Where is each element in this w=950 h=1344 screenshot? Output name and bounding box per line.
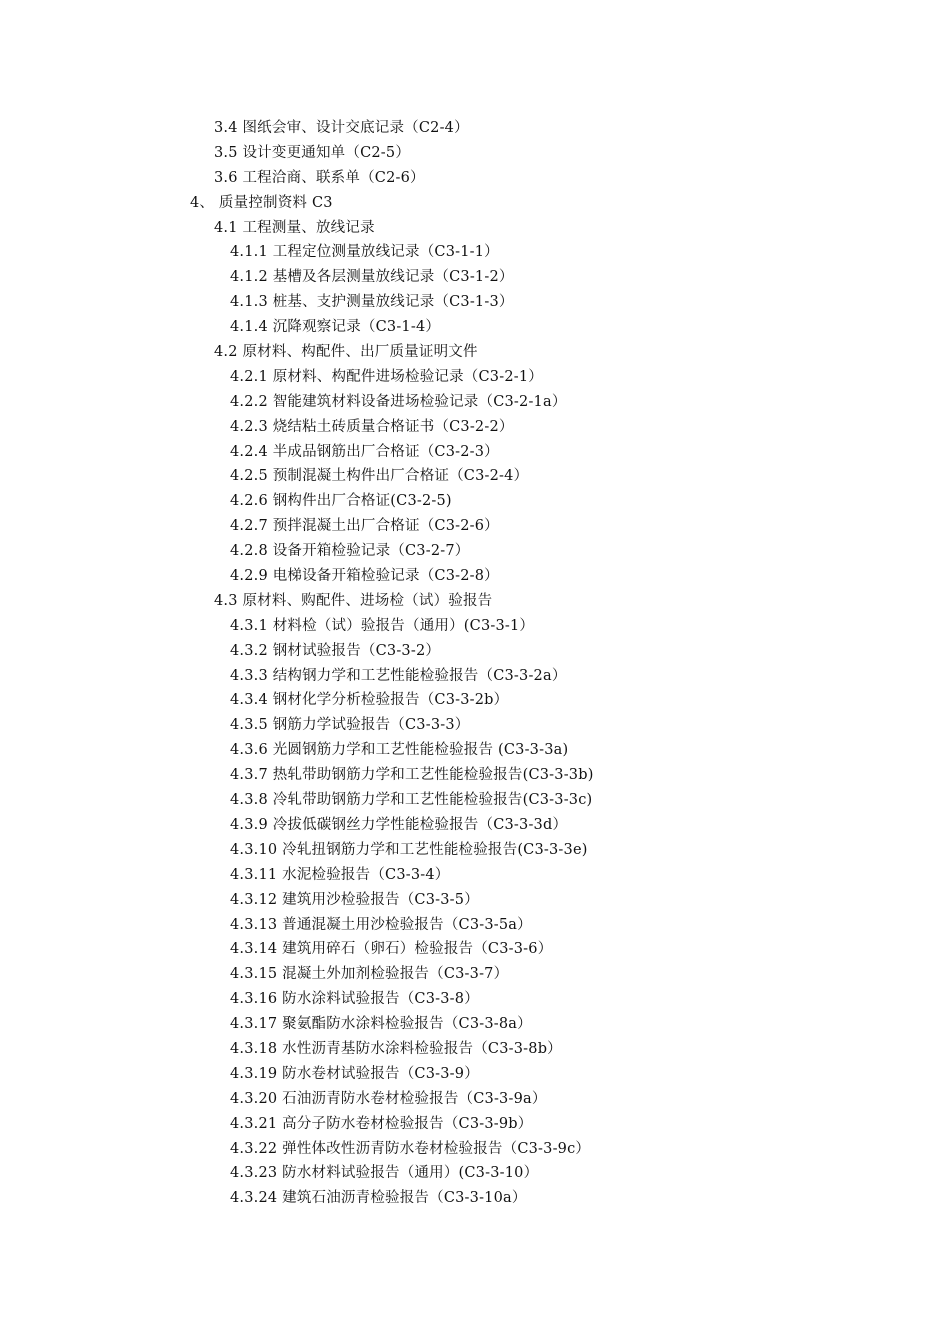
toc-line-level-3: 4.3.13 普通混凝土用沙检验报告（C3-3-5a） [230,916,532,933]
toc-line-level-3: 4.2.7 预拌混凝土出厂合格证（C3-2-6） [230,518,499,535]
toc-line-level-2: 4.3 原材料、购配件、进场检（试）验报告 [214,592,493,609]
toc-line-level-3: 4.3.19 防水卷材试验报告（C3-3-9） [230,1065,479,1082]
toc-line-level-3: 4.3.7 热轧带助钢筋力学和工艺性能检验报告(C3-3-3b) [230,767,594,784]
toc-line-level-3: 4.3.11 水泥检验报告（C3-3-4） [230,866,450,883]
toc-line-level-3: 4.3.8 冷轧带助钢筋力学和工艺性能检验报告(C3-3-3c) [230,792,593,809]
toc-line-level-3: 4.3.1 材料检（试）验报告（通用）(C3-3-1） [230,617,535,634]
toc-line-level-3: 4.3.16 防水涂料试验报告（C3-3-8） [230,991,479,1008]
toc-line-level-3: 4.3.12 建筑用沙检验报告（C3-3-5） [230,891,479,908]
toc-line-level-3: 4.3.24 建筑石油沥青检验报告（C3-3-10a） [230,1190,527,1207]
toc-line-level-3: 4.3.14 建筑用碎石（卵石）检验报告（C3-3-6） [230,941,553,958]
toc-line-level-3: 4.3.21 高分子防水卷材检验报告（C3-3-9b） [230,1115,533,1132]
toc-line-level-3: 4.1.4 沉降观察记录（C3-1-4） [230,319,441,336]
toc-line-level-3: 4.2.8 设备开箱检验记录（C3-2-7） [230,543,470,560]
toc-line-level-2: 3.5 设计变更通知单（C2-5） [214,144,411,161]
toc-line-level-3: 4.2.3 烧结粘土砖质量合格证书（C3-2-2） [230,418,514,435]
toc-line-level-3: 4.3.10 冷轧扭钢筋力学和工艺性能检验报告(C3-3-3e) [230,841,588,858]
toc-line-level-2: 4.2 原材料、构配件、出厂质量证明文件 [214,344,478,361]
document-page [0,116,950,1211]
toc-line-level-3: 4.2.4 半成品钢筋出厂合格证（C3-2-3） [230,443,499,460]
toc-line-level-3: 4.3.5 钢筋力学试验报告（C3-3-3） [230,717,470,734]
toc-line-level-3: 4.3.9 冷拔低碳钢丝力学性能检验报告（C3-3-3d） [230,816,568,833]
toc-line-level-3: 4.3.17 聚氨酯防水涂料检验报告（C3-3-8a） [230,1016,532,1033]
toc-line-level-3: 4.1.1 工程定位测量放线记录（C3-1-1） [230,244,499,261]
toc-line-level-3: 4.3.2 钢材试验报告（C3-3-2） [230,642,441,659]
toc-line-level-3: 4.3.6 光圆钢筋力学和工艺性能检验报告 (C3-3-3a) [230,742,569,759]
toc-line-level-1: 4、 质量控制资料 C3 [190,194,333,211]
toc-line-level-2: 3.6 工程洽商、联系单（C2-6） [214,169,425,186]
toc-line-level-3: 4.2.2 智能建筑材料设备进场检验记录（C3-2-1a） [230,393,567,410]
toc-line-level-3: 4.1.2 基槽及各层测量放线记录（C3-1-2） [230,269,514,286]
toc-line-level-2: 3.4 图纸会审、设计交底记录（C2-4） [214,120,469,136]
toc-line-level-3: 4.2.6 钢构件出厂合格证(C3-2-5) [230,493,452,510]
toc-line-level-3: 4.3.20 石油沥青防水卷材检验报告（C3-3-9a） [230,1090,547,1107]
toc-line-level-3: 4.3.4 钢材化学分析检验报告（C3-3-2b） [230,692,509,709]
toc-line-level-3: 4.3.22 弹性体改性沥青防水卷材检验报告（C3-3-9c） [230,1140,591,1157]
toc-line-level-3: 4.3.23 防水材料试验报告（通用）(C3-3-10） [230,1165,539,1182]
toc-line-level-3: 4.2.1 原材料、构配件进场检验记录（C3-2-1） [230,368,543,385]
toc-line-level-2: 4.1 工程测量、放线记录 [214,219,375,236]
toc-line-level-3: 4.3.15 混凝土外加剂检验报告（C3-3-7） [230,966,509,983]
toc-line-level-3: 4.2.9 电梯设备开箱检验记录（C3-2-8） [230,568,499,585]
toc-line-level-3: 4.2.5 预制混凝土构件出厂合格证（C3-2-4） [230,468,529,485]
toc-line-level-3: 4.3.18 水性沥青基防水涂料检验报告（C3-3-8b） [230,1040,562,1057]
toc-line-level-3: 4.3.3 结构钢力学和工艺性能检验报告（C3-3-2a） [230,667,567,684]
toc-line-level-3: 4.1.3 桩基、支护测量放线记录（C3-1-3） [230,294,514,311]
